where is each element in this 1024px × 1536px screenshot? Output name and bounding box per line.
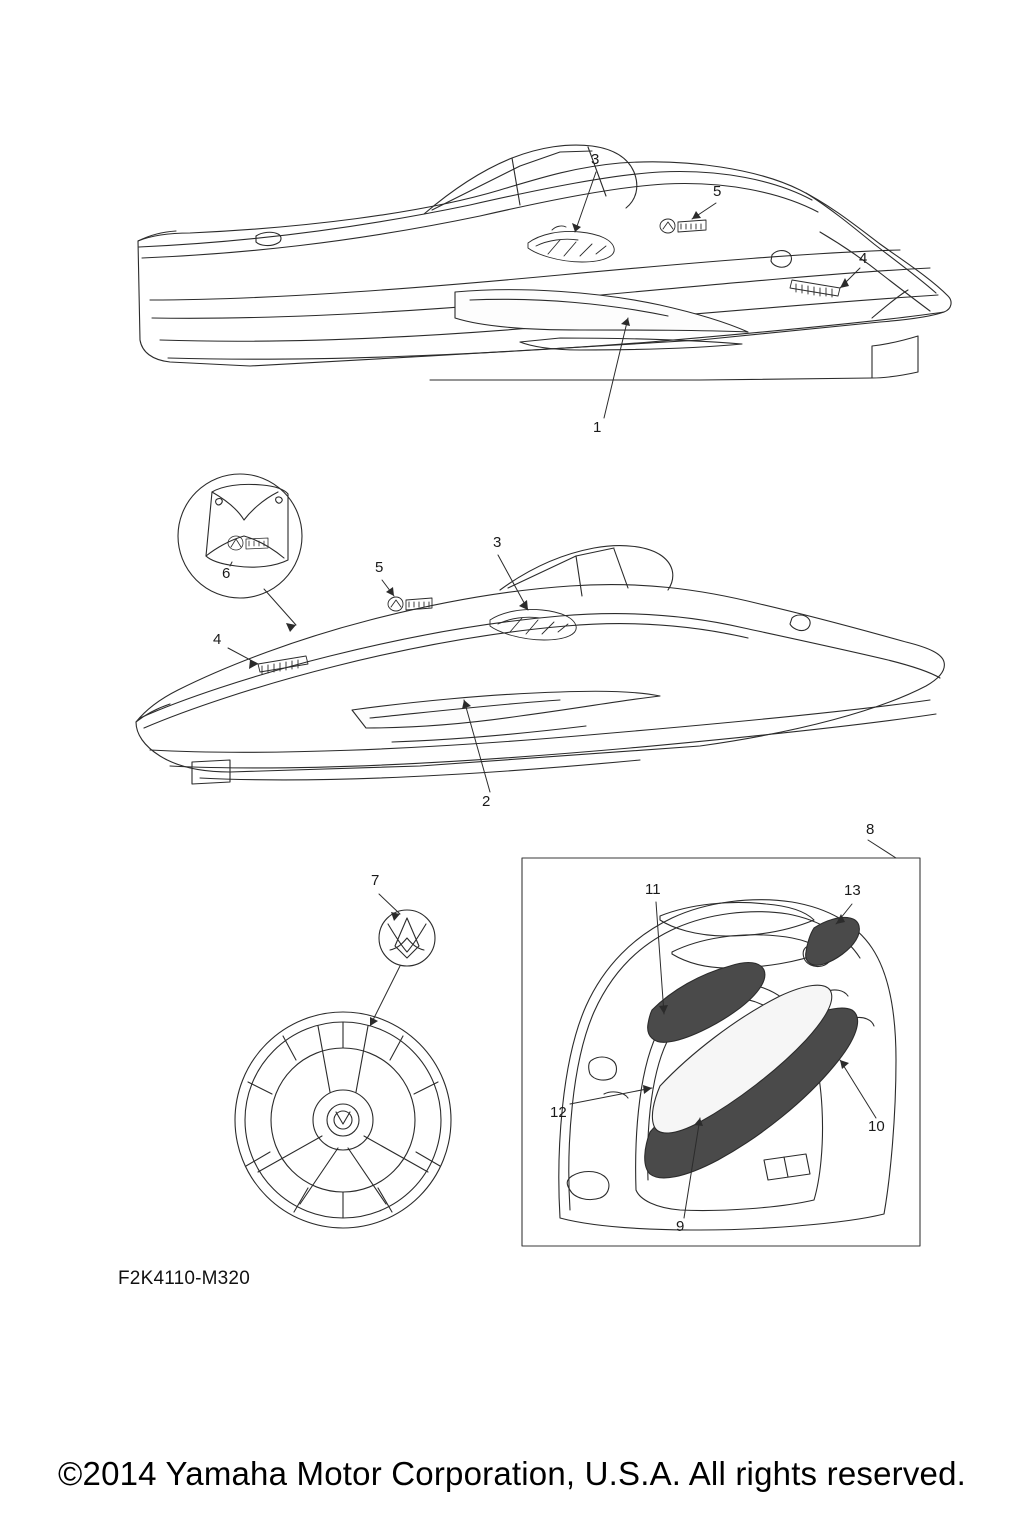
callout-7-wheel: 7 [371,872,380,889]
emblem-detail [178,474,302,632]
wheel-emblem-badge [379,910,435,966]
boat-port-view [138,145,951,418]
model-decal-mid [490,609,576,640]
callout-13-panel: 13 [844,882,861,899]
callout-5-mid: 5 [375,559,384,576]
callout-9-panel: 9 [676,1218,685,1235]
boat-stbd-view [136,546,944,792]
deck-mat-panel [522,840,920,1246]
callout-5-top: 5 [713,183,722,200]
callout-3-top: 3 [591,151,600,168]
callout-1-top: 1 [593,419,602,436]
callout-11-panel: 11 [645,881,661,898]
yamaha-decal-top [660,219,706,233]
callout-2-mid: 2 [482,793,491,810]
drawing-code: F2K4110-M320 [118,1268,250,1289]
callout-3-mid: 3 [493,534,502,551]
callout-6-detail: 6 [222,565,231,582]
callout-10-panel: 10 [868,1118,885,1135]
callout-8-panel: 8 [866,821,875,838]
model-decal-top [528,226,614,262]
yamaha-decal-mid [388,597,432,611]
engine-decal-top [790,280,840,297]
callout-4-mid: 4 [213,631,222,648]
engine-decal-mid [258,656,308,674]
copyright-notice: ©2014 Yamaha Motor Corporation, U.S.A. All rights reserved. [58,1455,966,1492]
callout-4-top: 4 [859,250,868,267]
callout-12-panel: 12 [550,1104,567,1121]
steering-wheel [235,894,451,1228]
